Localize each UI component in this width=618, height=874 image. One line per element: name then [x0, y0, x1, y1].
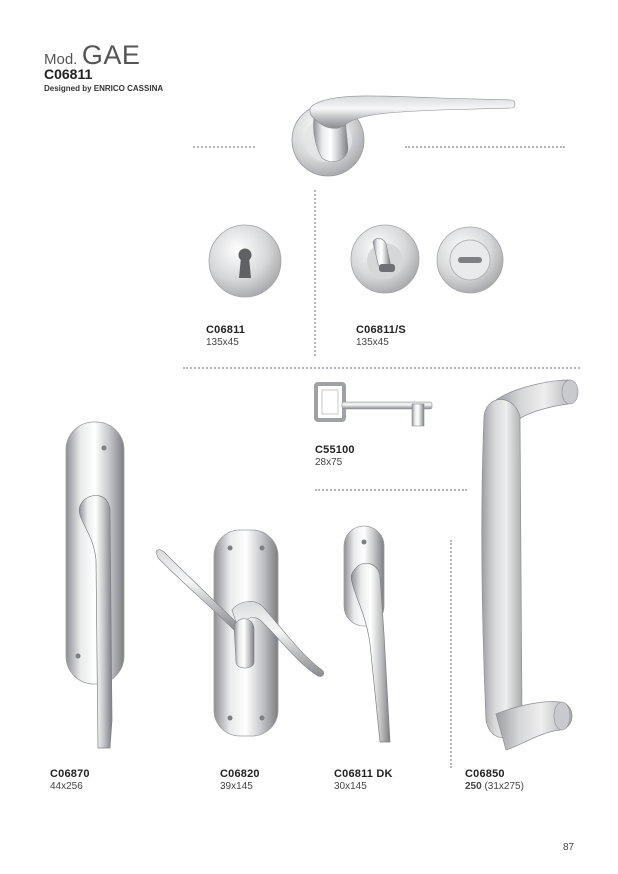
- rosette-code: C06811: [206, 324, 246, 336]
- pull-handle-code: C06850: [465, 768, 505, 780]
- divider-vertical-bottom: [450, 540, 452, 768]
- long-plate-code: C06870: [50, 768, 90, 780]
- wc-code: C06811/S: [356, 324, 406, 336]
- wc-dims: 135x45: [356, 337, 389, 348]
- square-key-image: [314, 382, 438, 430]
- divider-top-left: [193, 146, 255, 148]
- pull-handle-bar: [482, 399, 522, 737]
- pull-handle-bottom-cap: [554, 702, 570, 730]
- divider-middle: [183, 367, 580, 369]
- key-code: C55100: [315, 444, 355, 456]
- designer-credit: Designed by ENRICO CASSINA: [44, 84, 164, 93]
- rosette-dims: 135x45: [206, 337, 239, 348]
- pull-handle-dims-bold: 250: [465, 781, 482, 792]
- narrow-lever-code: C06811 DK: [334, 768, 393, 780]
- plate-screw-3: [228, 716, 233, 721]
- wc-indicator-image: [436, 226, 504, 294]
- plate-screw-1: [228, 546, 233, 551]
- key-bow-inner: [322, 390, 338, 414]
- plate-screw-2: [260, 546, 265, 551]
- plate-lever-dims: 39x145: [220, 781, 253, 792]
- narrow-lever-handle-image: [340, 524, 400, 750]
- plate-lever-neck: [234, 619, 254, 668]
- pull-handle-dims: [465, 781, 524, 792]
- narrow-plate-screw: [362, 540, 367, 545]
- wc-turn-base: [379, 264, 395, 272]
- key-dims: 28x75: [315, 457, 343, 468]
- plate-lever-handle-image: [152, 528, 332, 740]
- pull-handle-top-cap: [562, 380, 578, 404]
- divider-vertical-mid: [314, 190, 316, 356]
- key-rosette-image: [208, 224, 282, 298]
- narrow-lever-dims: 30x145: [334, 781, 367, 792]
- plate-screw-4: [260, 716, 265, 721]
- main-code: C06811: [44, 66, 93, 82]
- lever-handle-image: [290, 88, 518, 184]
- pull-handle-dims-extra: (31x275): [484, 781, 524, 792]
- long-plate-handle-image: [64, 420, 130, 752]
- mod-prefix: Mod.: [44, 51, 78, 68]
- wc-turn-image: [350, 224, 420, 294]
- divider-key: [315, 489, 467, 491]
- pull-handle-image: [476, 376, 586, 764]
- long-plate-screw-top: [102, 446, 107, 451]
- long-plate-dims: 44x256: [50, 781, 83, 792]
- keyhole-slot: [239, 257, 251, 278]
- plate-lever-code: C06820: [220, 768, 260, 780]
- model-name: GAE: [81, 40, 141, 70]
- indicator-slot: [458, 257, 482, 263]
- handle-lever: [310, 96, 515, 128]
- page-number: 87: [563, 842, 575, 853]
- long-plate-screw-bottom: [76, 654, 81, 659]
- key-bit: [412, 404, 424, 426]
